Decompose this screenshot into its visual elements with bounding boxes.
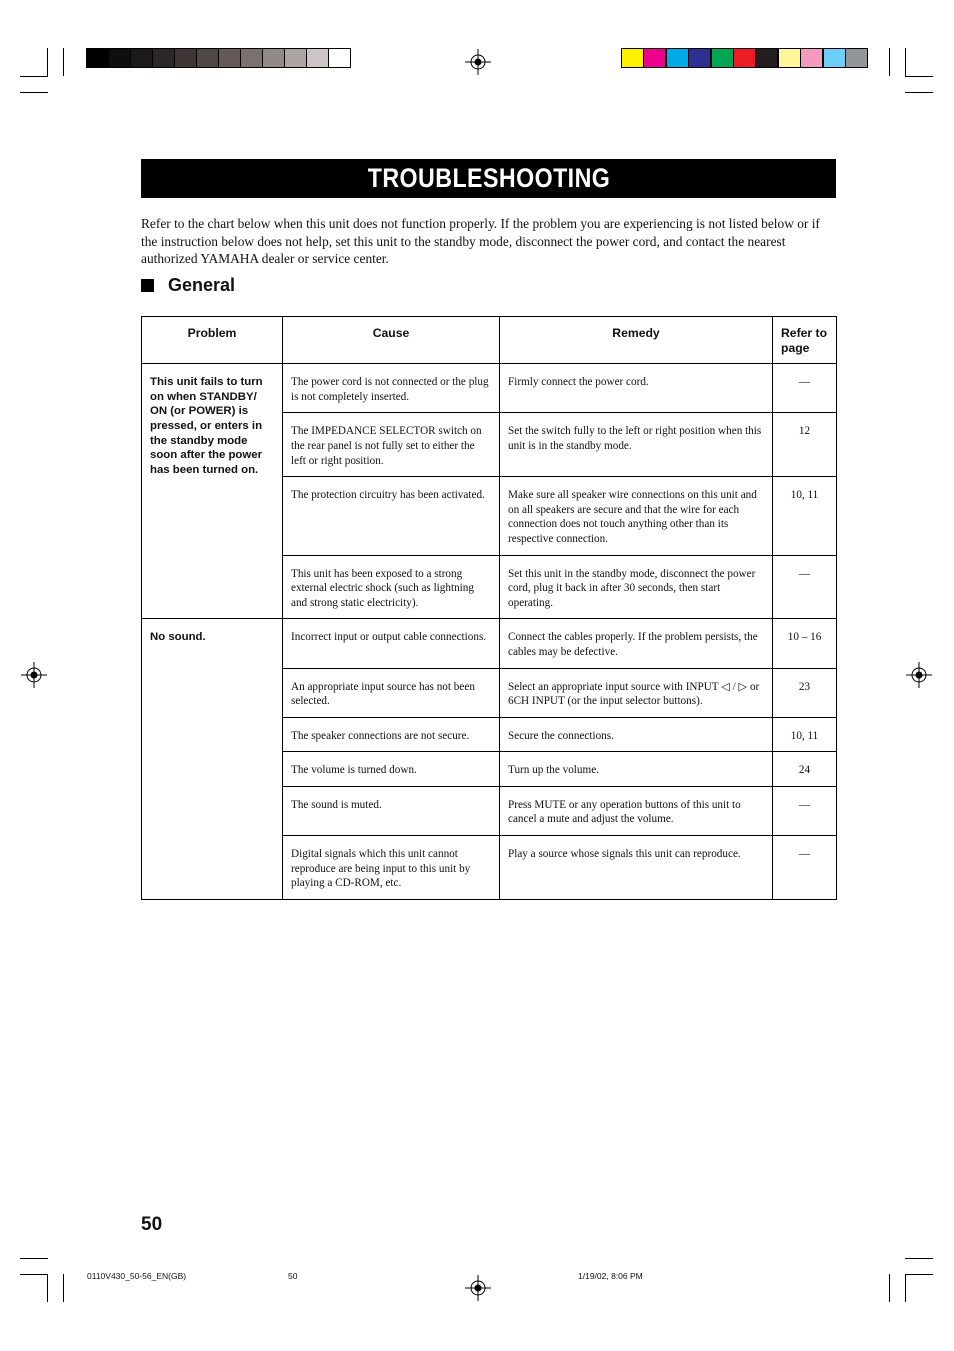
crop-mark	[905, 92, 933, 93]
registration-mark-icon	[465, 1275, 491, 1301]
remedy-cell: Firmly connect the power cord.	[500, 364, 773, 413]
gray-swatch	[86, 48, 109, 68]
color-swatch	[845, 48, 868, 68]
cause-cell: An appropriate input source has not been selected.	[283, 668, 500, 717]
color-swatch	[643, 48, 666, 68]
footer-page: 50	[288, 1271, 298, 1281]
remedy-cell: Secure the connections.	[500, 717, 773, 752]
page-title-bar	[141, 159, 836, 198]
gray-swatch	[262, 48, 285, 68]
gray-swatch	[174, 48, 197, 68]
color-swatch	[755, 48, 778, 68]
color-swatch	[733, 48, 756, 68]
refer-page-cell: 24	[773, 752, 837, 787]
gray-swatch	[130, 48, 153, 68]
table-header-row	[142, 317, 837, 364]
troubleshooting-table	[141, 316, 837, 900]
cause-cell: The power cord is not connected or the plug is not completely inserted.	[283, 364, 500, 413]
cause-cell: The IMPEDANCE SELECTOR switch on the rear panel is not fully set to either the left or right position.	[283, 413, 500, 477]
remedy-cell: Connect the cables properly. If the problem persists, the cables may be defective.	[500, 619, 773, 668]
registration-mark-icon	[465, 49, 491, 75]
crop-mark	[905, 76, 933, 77]
page-number: 50	[141, 1214, 163, 1235]
gray-swatch	[152, 48, 175, 68]
table-row	[142, 364, 837, 413]
refer-page-cell: —	[773, 836, 837, 900]
gray-swatch	[196, 48, 219, 68]
page-title: TROUBLESHOOTING	[367, 163, 610, 193]
cause-cell: This unit has been exposed to a strong external electric shock (such as lightning and strong static electricity).	[283, 555, 500, 619]
section-heading-text: General	[168, 275, 236, 295]
refer-page-cell: —	[773, 555, 837, 619]
gray-swatch	[218, 48, 241, 68]
crop-mark	[905, 48, 906, 76]
color-swatch	[800, 48, 823, 68]
crop-mark	[889, 1274, 890, 1302]
registration-mark-icon	[906, 662, 932, 688]
color-swatch	[688, 48, 711, 68]
remedy-cell: Set this unit in the standby mode, disconnect the power cord, plug it back in after 30 seconds, then start operating.	[500, 555, 773, 619]
remedy-cell: Select an appropriate input source with INPUT ◁ / ▷ or 6CH INPUT (or the input selector buttons).	[500, 668, 773, 717]
remedy-cell: Make sure all speaker wire connections on this unit and on all speakers are secure and that the wire for each connection does not touch anything other than its respective connection.	[500, 477, 773, 555]
gray-swatch	[108, 48, 131, 68]
gray-swatch	[306, 48, 329, 68]
crop-mark	[905, 1274, 906, 1302]
table-row	[142, 619, 837, 668]
problem-cell: No sound.	[142, 619, 283, 900]
crop-mark	[889, 48, 890, 76]
color-swatch	[711, 48, 734, 68]
color-swatch	[621, 48, 644, 68]
intro-paragraph: Refer to the chart below when this unit does not function properly. If the problem you are experiencing is not listed below or if the instruction below does not help, set this unit to the standby mode, disconnect the power cord, and contact the nearest authorized YAMAHA dealer or service center.	[141, 216, 820, 266]
refer-page-cell: —	[773, 786, 837, 835]
color-swatch	[778, 48, 801, 68]
crop-mark	[47, 1274, 48, 1302]
crop-mark	[20, 76, 48, 77]
gray-swatch	[284, 48, 307, 68]
refer-page-cell: 23	[773, 668, 837, 717]
remedy-cell: Press MUTE or any operation buttons of this unit to cancel a mute and adjust the volume.	[500, 786, 773, 835]
crop-mark	[20, 1258, 48, 1259]
header-remedy: Remedy	[500, 317, 773, 364]
cause-cell: Incorrect input or output cable connections.	[283, 619, 500, 668]
refer-page-cell: —	[773, 364, 837, 413]
crop-mark	[63, 48, 64, 76]
cause-cell: The sound is muted.	[283, 786, 500, 835]
crop-mark	[20, 92, 48, 93]
refer-page-cell: 10, 11	[773, 477, 837, 555]
crop-mark	[20, 1274, 48, 1275]
problem-cell: This unit fails to turn on when STANDBY/ ON (or POWER) is pressed, or enters in the standby mode soon after the power has been turned on.	[142, 364, 283, 619]
square-bullet-icon	[141, 279, 154, 292]
section-heading	[141, 275, 235, 296]
footer-file-name: 0110V430_50-56_EN(GB)	[87, 1271, 187, 1281]
cause-cell: The protection circuitry has been activated.	[283, 477, 500, 555]
color-swatch	[666, 48, 689, 68]
refer-page-cell: 10, 11	[773, 717, 837, 752]
cause-cell: Digital signals which this unit cannot reproduce are being input to this unit by playing a CD-ROM, etc.	[283, 836, 500, 900]
table-body	[142, 364, 837, 900]
gray-swatch	[240, 48, 263, 68]
crop-mark	[905, 1274, 933, 1275]
footer-date: 1/19/02, 8:06 PM	[578, 1271, 643, 1281]
crop-mark	[63, 1274, 64, 1302]
remedy-cell: Turn up the volume.	[500, 752, 773, 787]
refer-page-cell: 10 – 16	[773, 619, 837, 668]
registration-mark-icon	[21, 662, 47, 688]
remedy-cell: Set the switch fully to the left or right position when this unit is in the standby mode.	[500, 413, 773, 477]
cause-cell: The speaker connections are not secure.	[283, 717, 500, 752]
remedy-cell: Play a source whose signals this unit can reproduce.	[500, 836, 773, 900]
crop-mark	[47, 48, 48, 76]
crop-mark	[905, 1258, 933, 1259]
cause-cell: The volume is turned down.	[283, 752, 500, 787]
color-swatch	[823, 48, 846, 68]
header-cause: Cause	[283, 317, 500, 364]
gray-swatch	[328, 48, 351, 68]
header-refer-to-page: Refer to page	[773, 317, 837, 364]
refer-page-cell: 12	[773, 413, 837, 477]
header-problem: Problem	[142, 317, 283, 364]
